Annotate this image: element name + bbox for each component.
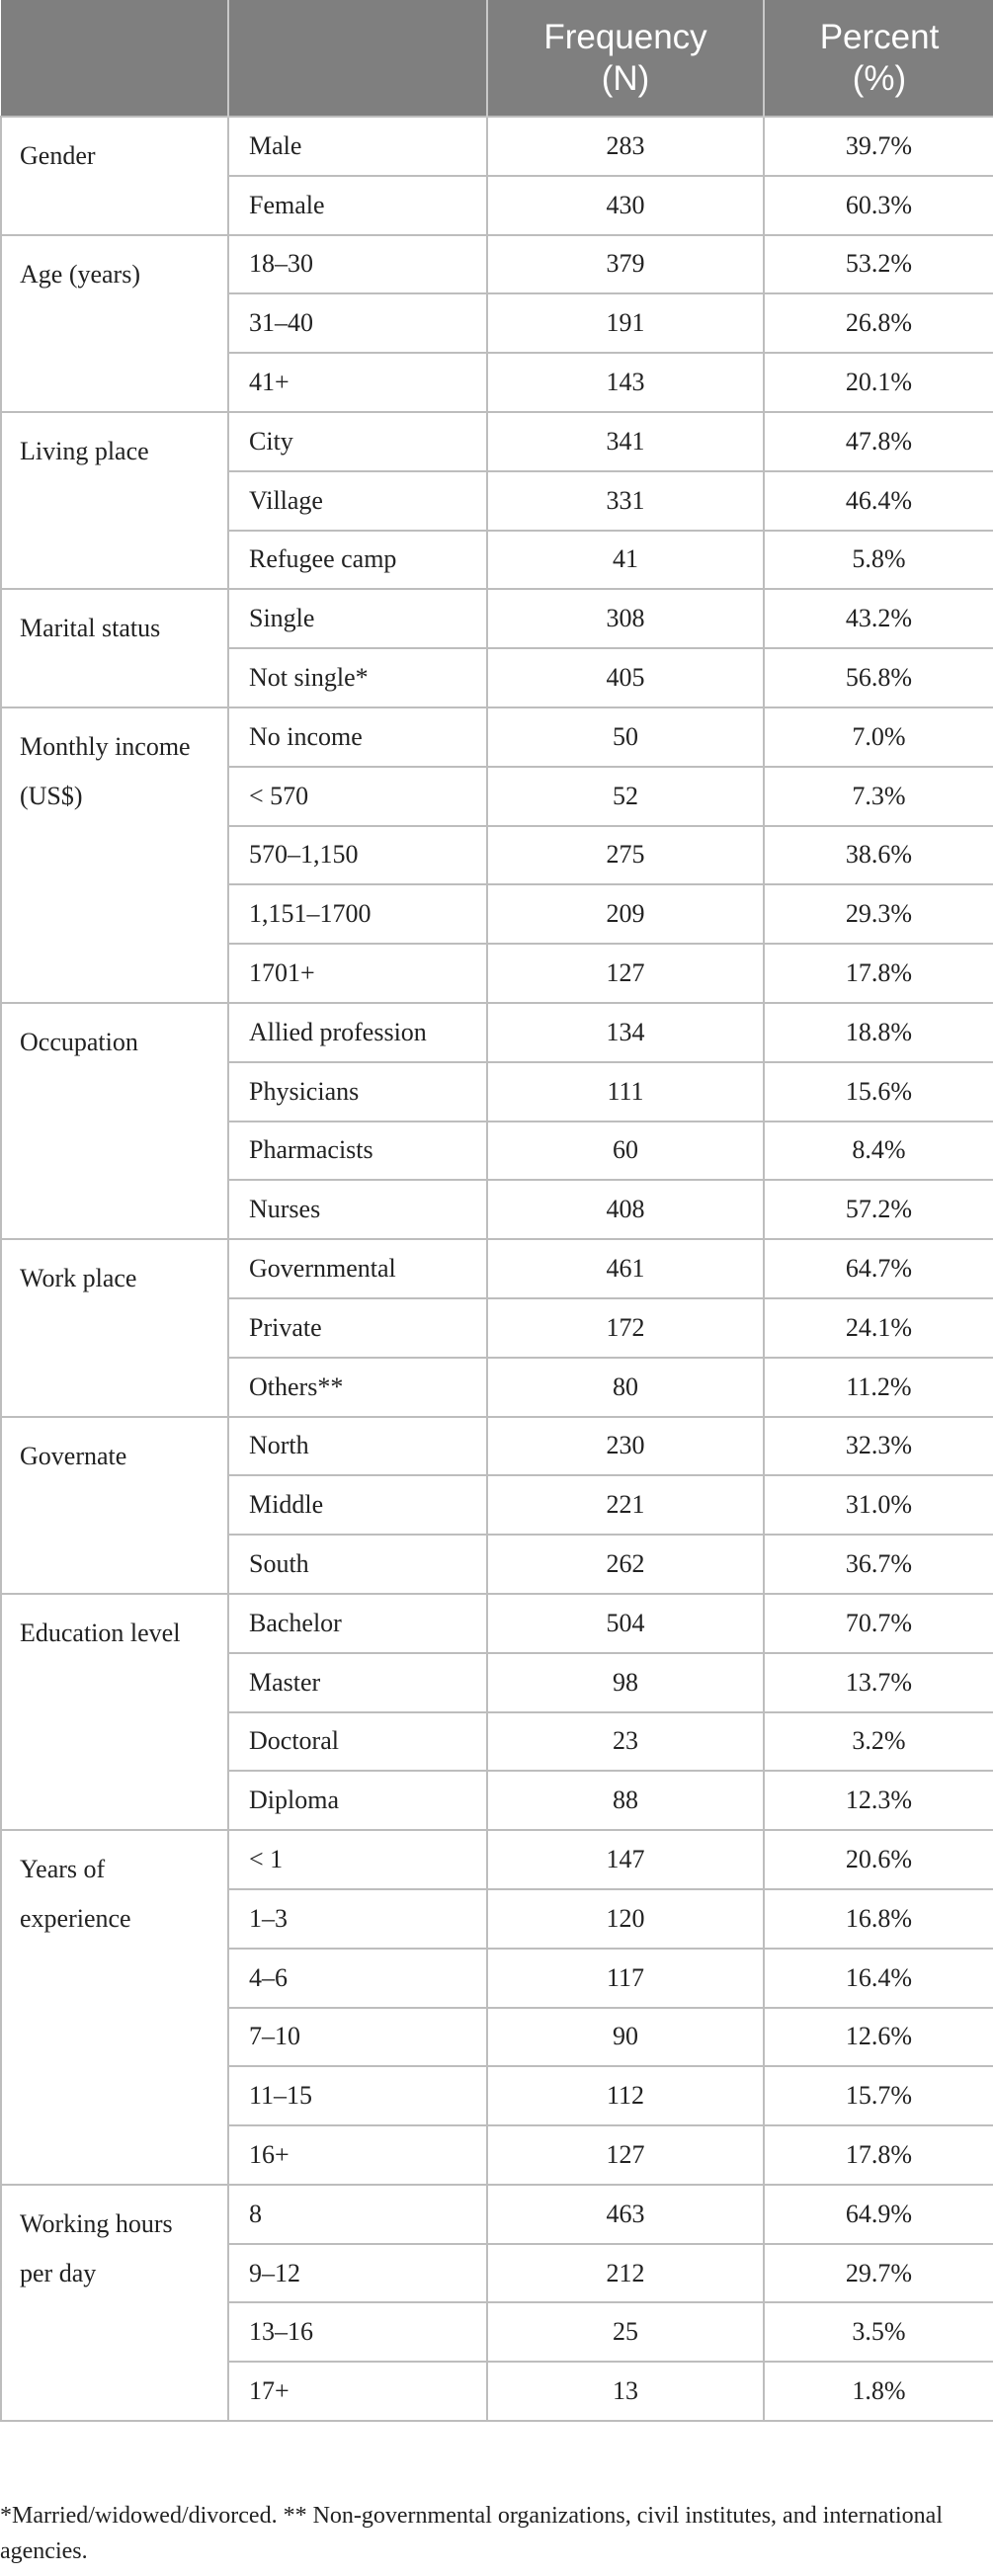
subcategory-cell: Physicians (228, 1062, 487, 1122)
subcategory-cell: 4–6 (228, 1949, 487, 2008)
frequency-cell: 120 (487, 1889, 764, 1949)
frequency-cell: 275 (487, 826, 764, 885)
percent-cell: 29.7% (764, 2244, 993, 2303)
percent-cell: 32.3% (764, 1417, 993, 1476)
frequency-cell: 461 (487, 1239, 764, 1298)
percent-cell: 47.8% (764, 412, 993, 471)
header-percent (764, 0, 993, 117)
subcategory-cell: Diploma (228, 1771, 487, 1830)
subcategory-cell: 41+ (228, 353, 487, 412)
category-cell: Marital status (1, 589, 228, 707)
subcategory-cell: Allied profession (228, 1003, 487, 1062)
subcategory-cell: City (228, 412, 487, 471)
percent-cell: 5.8% (764, 531, 993, 590)
percent-cell: 38.6% (764, 826, 993, 885)
percent-cell: 70.7% (764, 1594, 993, 1653)
table-row (1, 235, 993, 294)
frequency-cell: 90 (487, 2008, 764, 2067)
frequency-cell: 134 (487, 1003, 764, 1062)
percent-cell: 26.8% (764, 293, 993, 353)
frequency-cell: 191 (487, 293, 764, 353)
subcategory-cell: Pharmacists (228, 1122, 487, 1181)
frequency-cell: 111 (487, 1062, 764, 1122)
percent-cell: 8.4% (764, 1122, 993, 1181)
frequency-cell: 262 (487, 1535, 764, 1594)
category-cell: Work place (1, 1239, 228, 1416)
table-row (1, 1594, 993, 1653)
frequency-cell: 230 (487, 1417, 764, 1476)
frequency-cell: 209 (487, 884, 764, 944)
percent-cell: 36.7% (764, 1535, 993, 1594)
frequency-cell: 212 (487, 2244, 764, 2303)
category-cell: Age (years) (1, 235, 228, 412)
category-cell: Working hours per day (1, 2185, 228, 2421)
subcategory-cell: 8 (228, 2185, 487, 2244)
subcategory-cell: 16+ (228, 2125, 487, 2185)
table-row (1, 412, 993, 471)
subcategory-cell: Others** (228, 1358, 487, 1417)
frequency-cell: 41 (487, 531, 764, 590)
subcategory-cell: Male (228, 117, 487, 176)
table-row (1, 1417, 993, 1476)
subcategory-cell: 17+ (228, 2362, 487, 2421)
frequency-cell: 127 (487, 944, 764, 1003)
percent-cell: 13.7% (764, 1653, 993, 1712)
table-row (1, 1239, 993, 1298)
frequency-cell: 430 (487, 176, 764, 235)
table-header (1, 0, 993, 117)
table-footnote: *Married/widowed/divorced. ** Non-governmental organizations, civil institutes, and international agencies. (0, 2503, 943, 2564)
category-cell: Monthly income (US$) (1, 707, 228, 1003)
frequency-cell: 147 (487, 1830, 764, 1889)
frequency-cell: 98 (487, 1653, 764, 1712)
frequency-cell: 143 (487, 353, 764, 412)
header-frequency-line2: (N) (601, 58, 650, 98)
subcategory-cell: 570–1,150 (228, 826, 487, 885)
percent-cell: 3.2% (764, 1712, 993, 1772)
table-row (1, 117, 993, 176)
percent-cell: 18.8% (764, 1003, 993, 1062)
subcategory-cell: 31–40 (228, 293, 487, 353)
percent-cell: 24.1% (764, 1298, 993, 1358)
table-row (1, 707, 993, 767)
category-cell: Governate (1, 1417, 228, 1594)
category-cell: Years of experience (1, 1830, 228, 2185)
frequency-cell: 23 (487, 1712, 764, 1772)
subcategory-cell: 1701+ (228, 944, 487, 1003)
percent-cell: 15.6% (764, 1062, 993, 1122)
subcategory-cell: South (228, 1535, 487, 1594)
subcategory-cell: 7–10 (228, 2008, 487, 2067)
percent-cell: 20.1% (764, 353, 993, 412)
percent-cell: 7.3% (764, 767, 993, 826)
frequency-cell: 80 (487, 1358, 764, 1417)
header-frequency-line1: Frequency (543, 17, 707, 56)
subcategory-cell: Not single* (228, 648, 487, 707)
frequency-cell: 221 (487, 1475, 764, 1535)
percent-cell: 20.6% (764, 1830, 993, 1889)
subcategory-cell: Single (228, 589, 487, 648)
percent-cell: 39.7% (764, 117, 993, 176)
frequency-cell: 88 (487, 1771, 764, 1830)
subcategory-cell: 1–3 (228, 1889, 487, 1949)
frequency-cell: 504 (487, 1594, 764, 1653)
percent-cell: 57.2% (764, 1180, 993, 1239)
header-row (1, 0, 993, 117)
percent-cell: 12.3% (764, 1771, 993, 1830)
subcategory-cell: Female (228, 176, 487, 235)
frequency-cell: 463 (487, 2185, 764, 2244)
subcategory-cell: Middle (228, 1475, 487, 1535)
header-percent-line1: Percent (819, 17, 940, 56)
percent-cell: 64.7% (764, 1239, 993, 1298)
frequency-cell: 112 (487, 2066, 764, 2125)
frequency-cell: 117 (487, 1949, 764, 2008)
category-cell: Occupation (1, 1003, 228, 1239)
percent-cell: 53.2% (764, 235, 993, 294)
category-cell: Education level (1, 1594, 228, 1830)
percent-cell: 29.3% (764, 884, 993, 944)
subcategory-cell: < 1 (228, 1830, 487, 1889)
category-cell: Gender (1, 117, 228, 235)
frequency-cell: 408 (487, 1180, 764, 1239)
percent-cell: 16.8% (764, 1889, 993, 1949)
percent-cell: 15.7% (764, 2066, 993, 2125)
frequency-cell: 331 (487, 471, 764, 531)
table-body (1, 117, 993, 2421)
header-frequency (487, 0, 764, 117)
subcategory-cell: 13–16 (228, 2302, 487, 2362)
frequency-cell: 379 (487, 235, 764, 294)
header-percent-line2: (%) (852, 58, 907, 98)
frequency-cell: 341 (487, 412, 764, 471)
table-row (1, 1830, 993, 1889)
frequency-cell: 52 (487, 767, 764, 826)
subcategory-cell: Nurses (228, 1180, 487, 1239)
percent-cell: 11.2% (764, 1358, 993, 1417)
frequency-cell: 25 (487, 2302, 764, 2362)
subcategory-cell: Governmental (228, 1239, 487, 1298)
category-cell: Living place (1, 412, 228, 589)
percent-cell: 46.4% (764, 471, 993, 531)
subcategory-cell: 1,151–1700 (228, 884, 487, 944)
percent-cell: 16.4% (764, 1949, 993, 2008)
subcategory-cell: Private (228, 1298, 487, 1358)
percent-cell: 31.0% (764, 1475, 993, 1535)
subcategory-cell: Master (228, 1653, 487, 1712)
frequency-cell: 127 (487, 2125, 764, 2185)
header-category (1, 0, 228, 117)
subcategory-cell: North (228, 1417, 487, 1476)
percent-cell: 1.8% (764, 2362, 993, 2421)
percent-cell: 17.8% (764, 944, 993, 1003)
percent-cell: 60.3% (764, 176, 993, 235)
subcategory-cell: Doctoral (228, 1712, 487, 1772)
percent-cell: 7.0% (764, 707, 993, 767)
table-row (1, 1003, 993, 1062)
percent-cell: 17.8% (764, 2125, 993, 2185)
subcategory-cell: No income (228, 707, 487, 767)
subcategory-cell: 18–30 (228, 235, 487, 294)
header-subcategory (228, 0, 487, 117)
frequency-cell: 405 (487, 648, 764, 707)
percent-cell: 56.8% (764, 648, 993, 707)
subcategory-cell: < 570 (228, 767, 487, 826)
frequency-cell: 50 (487, 707, 764, 767)
frequency-cell: 308 (487, 589, 764, 648)
table-row (1, 589, 993, 648)
subcategory-cell: Bachelor (228, 1594, 487, 1653)
percent-cell: 43.2% (764, 589, 993, 648)
subcategory-cell: Village (228, 471, 487, 531)
table-row (1, 2185, 993, 2244)
frequency-cell: 172 (487, 1298, 764, 1358)
percent-cell: 3.5% (764, 2302, 993, 2362)
frequency-cell: 13 (487, 2362, 764, 2421)
percent-cell: 64.9% (764, 2185, 993, 2244)
percent-cell: 12.6% (764, 2008, 993, 2067)
subcategory-cell: 9–12 (228, 2244, 487, 2303)
frequency-cell: 283 (487, 117, 764, 176)
subcategory-cell: Refugee camp (228, 531, 487, 590)
frequency-cell: 60 (487, 1122, 764, 1181)
subcategory-cell: 11–15 (228, 2066, 487, 2125)
